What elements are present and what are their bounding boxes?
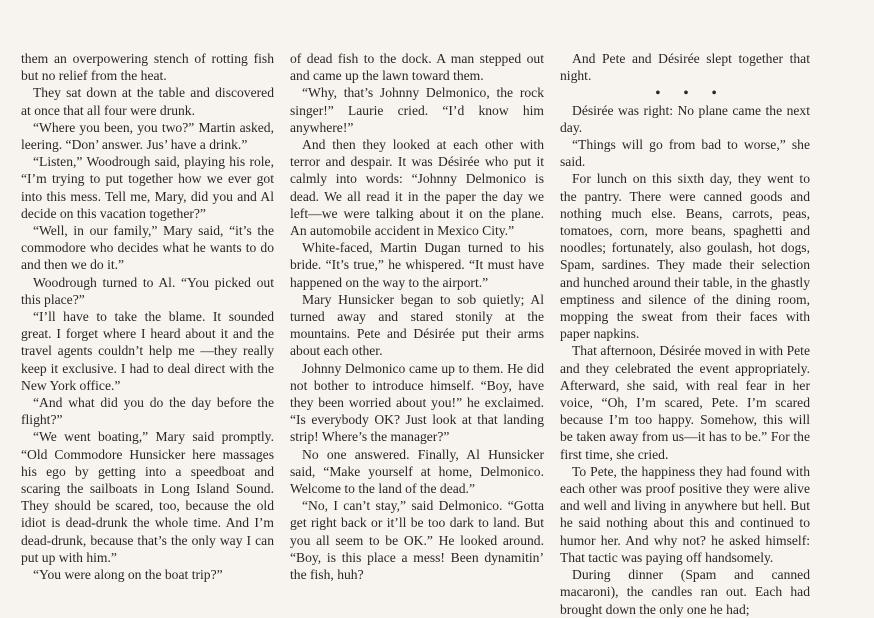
paragraph: That afternoon, Désirée moved in with Pete and they celebrated the event appropriately. Afterward, she said, with real fear in her voice, “Oh, I’m scared, Pete. I’m scared because I’m too happy. Somehow, this will be taken away from us—it has to be.” For the first time, she cried.: [560, 343, 810, 462]
paragraph: “Things will go from bad to worse,” she said.: [560, 137, 810, 170]
paragraph: “Well, in our family,” Mary said, “it’s the commodore who decides what he wants to do and then we do it.”: [21, 223, 274, 273]
paragraph: “And what did you do the day before the flight?”: [21, 395, 274, 428]
text-column-3: [560, 50, 810, 618]
paragraph: “You were along on the boat trip?”: [33, 567, 223, 583]
paragraph: And Pete and Désirée slept together that night.: [560, 51, 810, 84]
paragraph: No one answered. Finally, Al Hunsicker said, “Make yourself at home, Delmonico. Welcome to the land of the dead.”: [290, 446, 544, 497]
paragraph: To Pete, the happiness they had found with each other was proof positive they were alive and well and living in anywhere but hell. But he said nothing about this and continued to humor her. And why not? he asked himself: That tactic was paying off handsomely.: [560, 463, 810, 565]
paragraph: “Where you been, you two?” Martin asked, leering. “Don’ answer. Jus’ have a drink.”: [21, 119, 274, 153]
paragraph: White-faced, Martin Dugan turned to his bride. “It’s true,” he whispered. “It must have happened on the way to the airport.”: [290, 240, 544, 290]
paragraph: Désirée was right: No plane came the next day.: [560, 102, 810, 135]
paragraph: “No, I can’t stay,” said Delmonico. “Gotta get right back or it’ll be too dark to land. But you all seem to be OK.” He looked around. “Boy, is this place a mess! Been dynamitin’ the fish, huh?: [290, 498, 544, 583]
paragraph: Woodrough turned to Al. “You picked out this place?”: [21, 274, 274, 307]
paragraph: Johnny Delmonico came up to them. He did not bother to introduce himself. “Boy, have they been worried about you!” he exclaimed. “Is everybody OK? Just look at that landing strip! Where’s the manager?”: [290, 360, 544, 445]
text-column-2: [290, 50, 544, 583]
paragraph: “I’ll have to take the blame. It sounded great. I forget where I heard about it and the travel agents couldn’t help me —they really keep it exclusive. I had to deal direct with the New York office.”: [21, 309, 274, 393]
paragraph: They sat down at the table and discovered at once that all four were drunk.: [21, 85, 274, 118]
text-column-1: [21, 50, 274, 583]
paragraph: of dead fish to the dock. A man stepped out and came up the lawn toward them.: [290, 51, 544, 84]
paragraph: them an overpowering stench of rotting fish but no relief from the heat.: [21, 51, 274, 84]
paragraph: “We went boating,” Mary said promptly. “Old Commodore Hunsicker here massages his ego by getting into a speedboat and scaring the sailboats in Long Island Sound. They should be scared, too, because the old idiot is dead-drunk the whole time. And I’m dead-drunk, because that’s the only way I can put up with him.”: [21, 429, 274, 565]
paragraph: Mary Hunsicker began to sob quietly; Al turned away and stared stonily at the mountains. Pete and Désirée put their arms about each other.: [290, 291, 544, 359]
paragraph: And then they looked at each other with terror and despair. It was Désirée who put it calmly into words: “Johnny Delmonico is dead. We all read it in the paper the day we left—we were talking about it on the plane. An automobile accident in Mexico City.”: [290, 137, 544, 239]
paragraph: “Listen,” Woodrough said, playing his role, “I’m trying to put together how we ever got into this mess. Tell me, Mary, did you and Al decide on this vacation together?”: [21, 154, 274, 221]
paragraph: During dinner (Spam and canned macaroni), the candles ran out. Each had brought down the only one he had;: [560, 567, 810, 617]
section-break: • • •: [655, 85, 727, 101]
paragraph: For lunch on this sixth day, they went to the pantry. There were canned goods and nothing much else. Beans, carrots, peas, tomatoes, corn, more beans, spaghetti and noodles; fortunately, also goulash, hot dogs, Spam, sardines. They made their selection and hunched around their table, in the ghastly emptiness and silence of the dining room, mopping the sweat from their faces with paper napkins.: [560, 171, 810, 342]
paragraph: “Why, that’s Johnny Delmonico, the rock singer!” Laurie cried. “I’d know him anywhere!”: [290, 85, 544, 135]
